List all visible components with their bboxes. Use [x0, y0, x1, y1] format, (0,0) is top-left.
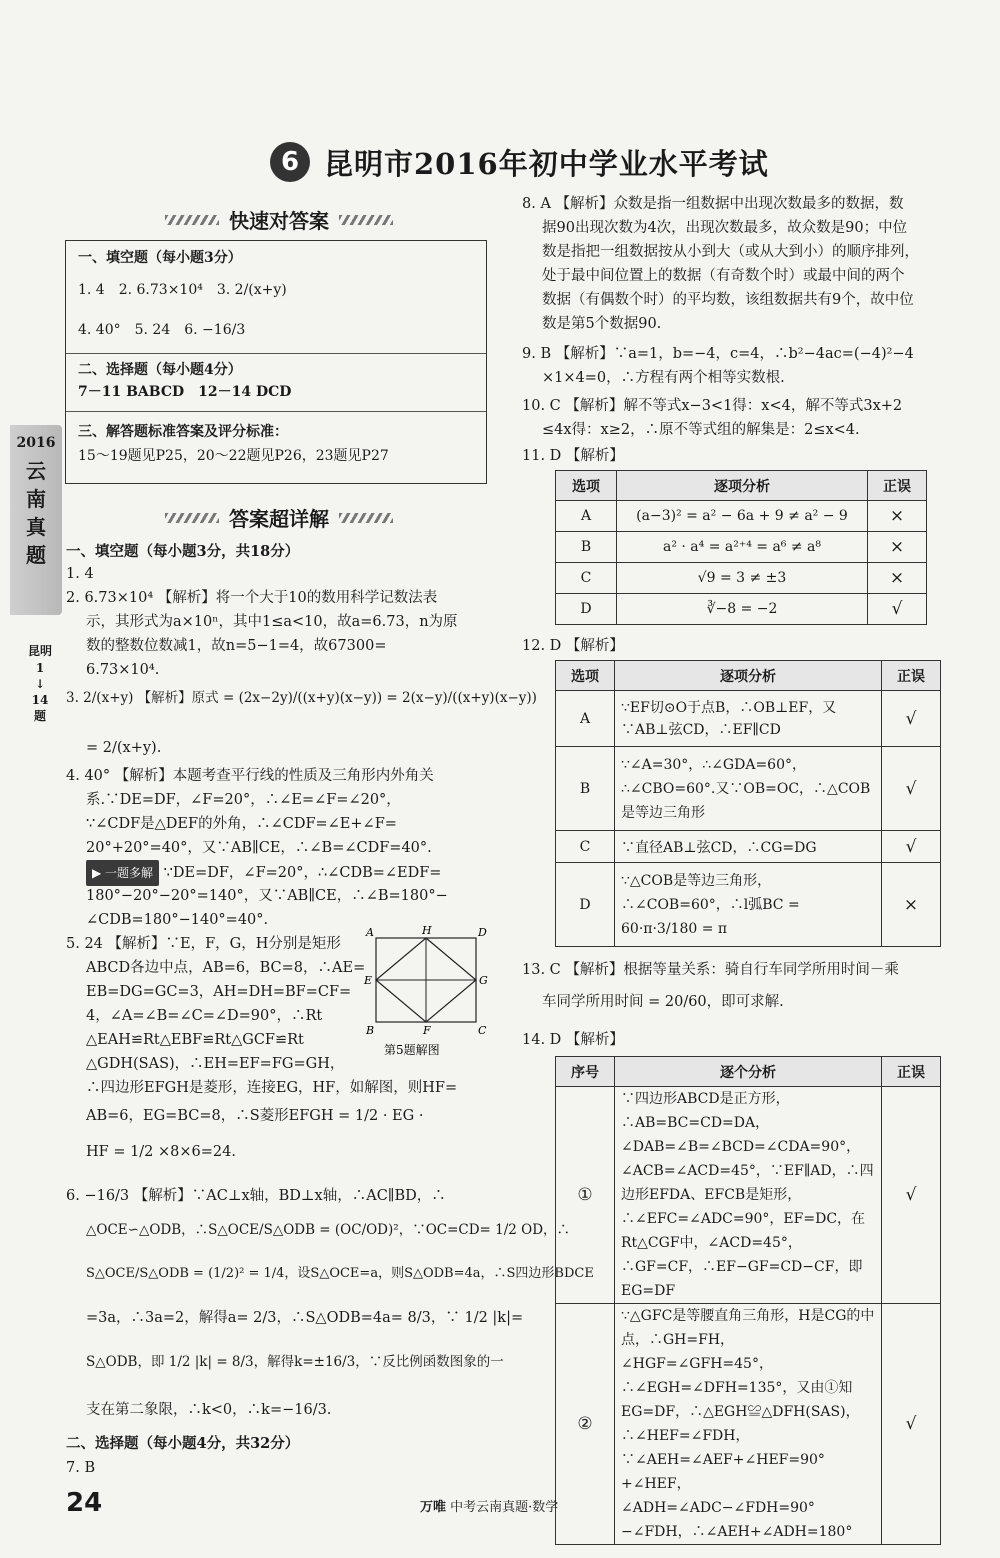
answer-line: 8. A 【解析】众数是指一组数据中出现次数最多的数据，数: [522, 196, 904, 212]
solve-title: 三、解答题标准答案及评分标准：: [78, 424, 288, 440]
table-row: A ∵EF切⊙O于点B，∴OB⊥EF，又∵AB⊥弦CD，∴EF∥CD √: [556, 691, 941, 747]
footer-book: 万唯 中考云南真题·数学: [420, 1500, 559, 1515]
side-city: 昆明: [27, 644, 52, 658]
answer-line: 11. D 【解析】: [522, 448, 624, 464]
answer-line: 6.73×10⁴.: [86, 662, 160, 678]
answer-line: 车同学所用时间 = 20/60，即可求解.: [542, 994, 784, 1010]
answer-line: 1. 4: [66, 566, 94, 582]
table-q14: [555, 1056, 941, 1545]
answer-line: 据90出现次数为4次，出现次数最多，故众数是90；中位: [542, 220, 908, 236]
answer-line: ∴四边形EFGH是菱形，连接EG，HF，如解图，则HF=: [86, 1080, 458, 1096]
answer-line: S△ODB，即 1/2 |k| = 8/3，解得k=±16/3，∵反比例函数图象的一: [86, 1354, 504, 1370]
table-header: 正误: [868, 471, 927, 501]
label-e: E: [364, 974, 373, 987]
answer-line: ▶ 一题多解 ∵DE=DF，∠F=20°，∴∠CDB=∠EDF=: [86, 860, 441, 886]
answer-line: AB=6，EG=BC=8，∴S菱形EFGH = 1/2 · EG ·: [86, 1108, 424, 1124]
answer-line: HF = 1/2 ×8×6=24.: [86, 1144, 236, 1160]
table-row: D ∵△COB是等边三角形，∴∠COB=60°，∴l弧BC = 60·π·3/180 = π ×: [556, 863, 941, 947]
answer-line: △OCE∽△ODB，∴S△OCE/S△ODB = (OC/OD)²，∵OC=CD= 1/2 OD，∴: [86, 1222, 571, 1238]
answer-line: ≤4x得：x≥2，∴原不等式组的解集是：2≤x<4.: [542, 422, 860, 438]
quick-answers-heading: 快速对答案: [165, 205, 393, 234]
page-number: 24: [66, 1488, 103, 1518]
answer-line: 7. B: [66, 1460, 96, 1476]
answer-line: 数据（有偶数个时）的平均数，该组数据共有9个，故中位: [542, 292, 914, 308]
figure-5-caption: 第5题解图: [384, 1043, 440, 1057]
answer-line: ×1×4=0，∴方程有两个相等实数根.: [542, 370, 785, 386]
answer-line: 12. D 【解析】: [522, 638, 624, 654]
table-q12: [555, 660, 941, 947]
label-d: D: [478, 926, 487, 939]
answer-line: 180°−20°−20°=140°，又∵AB∥CE，∴∠B=180°−: [86, 888, 448, 904]
answer-line: 支在第二象限，∴k<0，∴k=−16/3.: [86, 1402, 332, 1418]
fill-title: 一、填空题（每小题3分）: [78, 250, 242, 266]
answer-line: 14. D 【解析】: [522, 1032, 624, 1048]
fill-row-2: 4. 40° 5. 24 6. −16/3: [78, 322, 246, 338]
answer-line: 系.∵DE=DF，∠F=20°，∴∠E=∠F=∠20°，: [86, 792, 401, 808]
answer-line: 4. 40° 【解析】本题考查平行线的性质及三角形内外角关: [66, 768, 434, 784]
label-h: H: [422, 924, 432, 937]
side-chars: 云 南 真 题: [26, 459, 46, 567]
detailed-answers-heading: 答案超详解: [165, 503, 393, 532]
section-choice-title: 二、选择题（每小题4分，共32分）: [66, 1435, 300, 1452]
table-header: 正误: [882, 661, 941, 691]
side-tab: [10, 425, 62, 615]
label-b: B: [366, 1024, 375, 1037]
answer-line: 20°+20°=40°，又∵AB∥CE，∴∠B=∠CDF=40°.: [86, 840, 432, 856]
answer-line: 3. 2/(x+y) 【解析】原式 = (2x−2y)/((x+y)(x−y)) = 2(x−y)/((x+y)(x−y)): [66, 690, 537, 706]
answer-line: 6. −16/3 【解析】∵AC⊥x轴，BD⊥x轴，∴AC∥BD，∴: [66, 1188, 446, 1204]
answer-line: S△OCE/S△ODB = (1/2)² = 1/4，设S△OCE=a，则S△ODB=4a，∴S四边形BDCE: [86, 1266, 594, 1281]
table-header: 逐个分析: [615, 1057, 882, 1087]
table-row: B ∵∠A=30°，∴∠GDA=60°，∴∠CBO=60°.又∵OB=OC，∴△COB是等边三角形 √: [556, 747, 941, 831]
choice-title: 二、选择题（每小题4分）: [78, 362, 242, 378]
answer-line: = 2/(x+y).: [86, 740, 162, 756]
page-title: [270, 140, 770, 184]
table-header: 逐项分析: [617, 471, 868, 501]
side-year: 2016: [16, 435, 56, 451]
table-row: B a² · a⁴ = a²⁺⁴ = a⁶ ≠ a⁸ ×: [556, 532, 927, 563]
label-g: G: [479, 974, 488, 987]
answer-line: 10. C 【解析】解不等式x−3<1得：x<4，解不等式3x+2: [522, 398, 903, 414]
fill-row-1: 1. 4 2. 6.73×10⁴ 3. 2/(x+y): [78, 282, 287, 298]
label-f: F: [423, 1024, 431, 1037]
table-header: 选项: [556, 471, 617, 501]
answer-line: 2. 6.73×10⁴ 【解析】将一个大于10的数用科学记数法表: [66, 590, 438, 606]
answer-line: 数是第5个数据90.: [542, 316, 662, 332]
title-number-badge: 6: [270, 142, 310, 182]
answer-line: 示，其形式为a×10ⁿ，其中1≤a<10，故a=6.73，n为原: [86, 614, 458, 630]
decorative-slashes-icon: [339, 513, 393, 523]
table-row: C √9 = 3 ≠ ±3 ×: [556, 563, 927, 594]
answer-line: 5. 24 【解析】∵E，F，G，H分别是矩形: [66, 936, 341, 952]
answer-line: ∠CDB=180°−140°=40°.: [86, 912, 269, 928]
table-q11: [555, 470, 927, 625]
table-row: C ∵直径AB⊥弦CD，∴CG=DG √: [556, 831, 941, 863]
table-header: 序号: [556, 1057, 615, 1087]
side-range: 1 ↓ 14 题: [31, 661, 49, 723]
label-c: C: [478, 1024, 487, 1037]
answer-line: =3a，∴3a=2，解得a= 2/3，∴S△ODB=4a= 8/3，∵ 1/2 |k|=: [86, 1310, 524, 1326]
answer-line: 4，∠A=∠B=∠C=∠D=90°，∴Rt: [86, 1008, 323, 1024]
answer-line: △EAH≌Rt△EBF≌Rt△GCF≌Rt: [86, 1032, 304, 1048]
quick-answers-box: [65, 240, 487, 484]
table-row: ② ∵△GFC是等腰直角三角形，H是CG的中点，∴GH=FH，∠HGF=∠GFH=45°，∴∠EGH=∠DFH=135°，又由①知EG=DF，∴△EGH≌△DFH(SAS)，∴∠HEF=∠FDH，∵∠AEH=∠AEF+∠HEF=90°+∠HEF，∠ADH=∠ADC−∠FDH=90°−∠FDH，∴∠AEH+∠ADH=180° √: [556, 1304, 941, 1545]
table-header: 逐项分析: [615, 661, 882, 691]
label-a: A: [366, 926, 374, 939]
answer-line: 13. C 【解析】根据等量关系：骑自行车同学所用时间－乘: [522, 962, 899, 978]
answer-line: 处于最中间位置上的数据（有奇数个时）或最中间的两个: [542, 268, 905, 284]
choice-row: 7－11 BABCD 12－14 DCD: [78, 384, 292, 400]
answer-line: EB=DG=GC=3，AH=DH=BF=CF=: [86, 984, 352, 1000]
answer-line: 数是指把一组数据按从小到大（或从大到小）的顺序排列，: [542, 244, 919, 260]
answer-line: 数的整数位数减1，故n=5−1=4，故67300=: [86, 638, 387, 654]
decorative-slashes-icon: [165, 513, 219, 523]
figure-5-diagram: [362, 924, 490, 1060]
brand-logo: 万唯: [420, 1500, 447, 1515]
decorative-slashes-icon: [165, 215, 219, 225]
answer-line: ∵∠CDF是△DEF的外角，∴∠CDF=∠E+∠F=: [86, 816, 397, 832]
answer-line: 9. B 【解析】∵a=1，b=−4，c=4，∴b²−4ac=(−4)²−4: [522, 346, 914, 362]
title-text: 昆明市2016年初中学业水平考试: [324, 146, 769, 181]
table-row: D ∛−8 = −2 √: [556, 594, 927, 625]
solve-row: 15～19题见P25，20～22题见P26，23题见P27: [78, 448, 389, 464]
table-header: 正误: [882, 1057, 941, 1087]
table-header: 选项: [556, 661, 615, 691]
table-row: ① ∵四边形ABCD是正方形，∴AB=BC=CD=DA，∠DAB=∠B=∠BCD=∠CDA=90°，∠ACB=∠ACD=45°，∵EF∥AD，∴四边形EFDA、EFCB是矩形，∴∠EFC=∠ADC=90°，EF=DC，在Rt△CGF中，∠ACD=45°，∴GF=CF，∴EF−GF=CD−CF，即EG=DF √: [556, 1087, 941, 1304]
decorative-slashes-icon: [339, 215, 393, 225]
answer-line: △GDH(SAS)，∴EH=EF=FG=GH，: [86, 1056, 345, 1072]
table-row: A (a−3)² = a² − 6a + 9 ≠ a² − 9 ×: [556, 501, 927, 532]
answer-line: ABCD各边中点，AB=6，BC=8，∴AE=: [86, 960, 366, 976]
multi-solution-tag: ▶ 一题多解: [86, 860, 159, 886]
section-fill-title: 一、填空题（每小题3分，共18分）: [66, 543, 300, 560]
